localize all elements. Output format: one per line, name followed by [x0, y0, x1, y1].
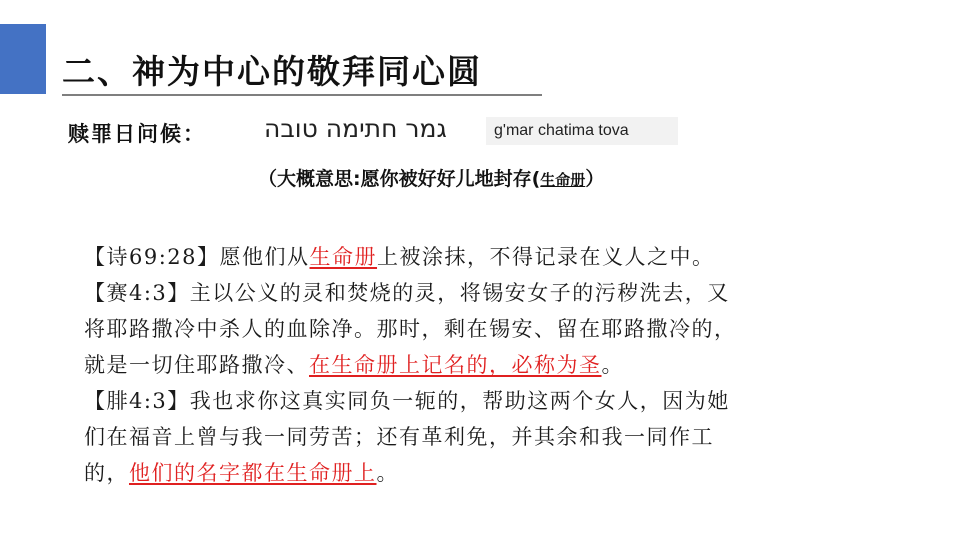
meaning-prefix: （大概意思:愿你被好好儿地封存(: [258, 168, 541, 190]
verse-block: [84, 239, 904, 491]
greeting-label: 赎罪日问候：: [68, 122, 206, 146]
highlighted-phrase: 在生命册上记名的，必称为圣: [309, 353, 602, 377]
hebrew-greeting: גמר חתימה טובה: [264, 114, 447, 143]
meaning-suffix: ）: [585, 168, 605, 190]
meaning-note: [258, 164, 604, 191]
transliteration-box: [486, 117, 678, 145]
verse-text: 们在福音上曾与我一同劳苦；还有革利免，并其余和我一同作工: [84, 425, 714, 449]
highlighted-phrase: 生命册: [309, 245, 378, 269]
meaning-highlight: 生命册: [540, 171, 586, 189]
verse-text: 。: [376, 461, 399, 485]
verse-philippians-line-2: [84, 419, 904, 455]
verse-text: 。: [601, 353, 624, 377]
verse-text: 主以公义的灵和焚烧的灵，将锡安女子的污秽洗去，又: [189, 281, 730, 305]
verse-isaiah-line-1: [84, 275, 904, 311]
title-underline: [62, 94, 542, 96]
verse-ref: 【赛4:3】: [84, 281, 190, 305]
verse-isaiah-line-2: [84, 311, 904, 347]
verse-ref: 【腓4:3】: [84, 389, 190, 413]
verse-text: 就是一切住耶路撒冷、: [84, 353, 309, 377]
accent-bar: [0, 24, 46, 94]
verse-text: 的，: [84, 461, 129, 485]
transliteration-text: g'mar chatima tova: [494, 122, 629, 139]
verse-text: 我也求你这真实同负一轭的，帮助这两个女人，因为她: [189, 389, 730, 413]
verse-isaiah-line-3: [84, 347, 904, 383]
verse-text: 愿他们从: [219, 245, 310, 269]
highlighted-phrase: 他们的名字都在生命册上: [129, 461, 377, 485]
verse-text: 将耶路撒冷中杀人的血除净。那时，剩在锡安、留在耶路撒冷的，: [84, 317, 737, 341]
verse-text: 上被涂抹，不得记录在义人之中。: [377, 245, 715, 269]
verse-philippians-line-3: [84, 455, 904, 491]
slide-title: 二、神为中心的敬拜同心圆: [62, 52, 482, 91]
verse-ref: 【诗69:28】: [84, 245, 220, 269]
verse-philippians-line-1: [84, 383, 904, 419]
verse-psalm-line: [84, 239, 904, 275]
